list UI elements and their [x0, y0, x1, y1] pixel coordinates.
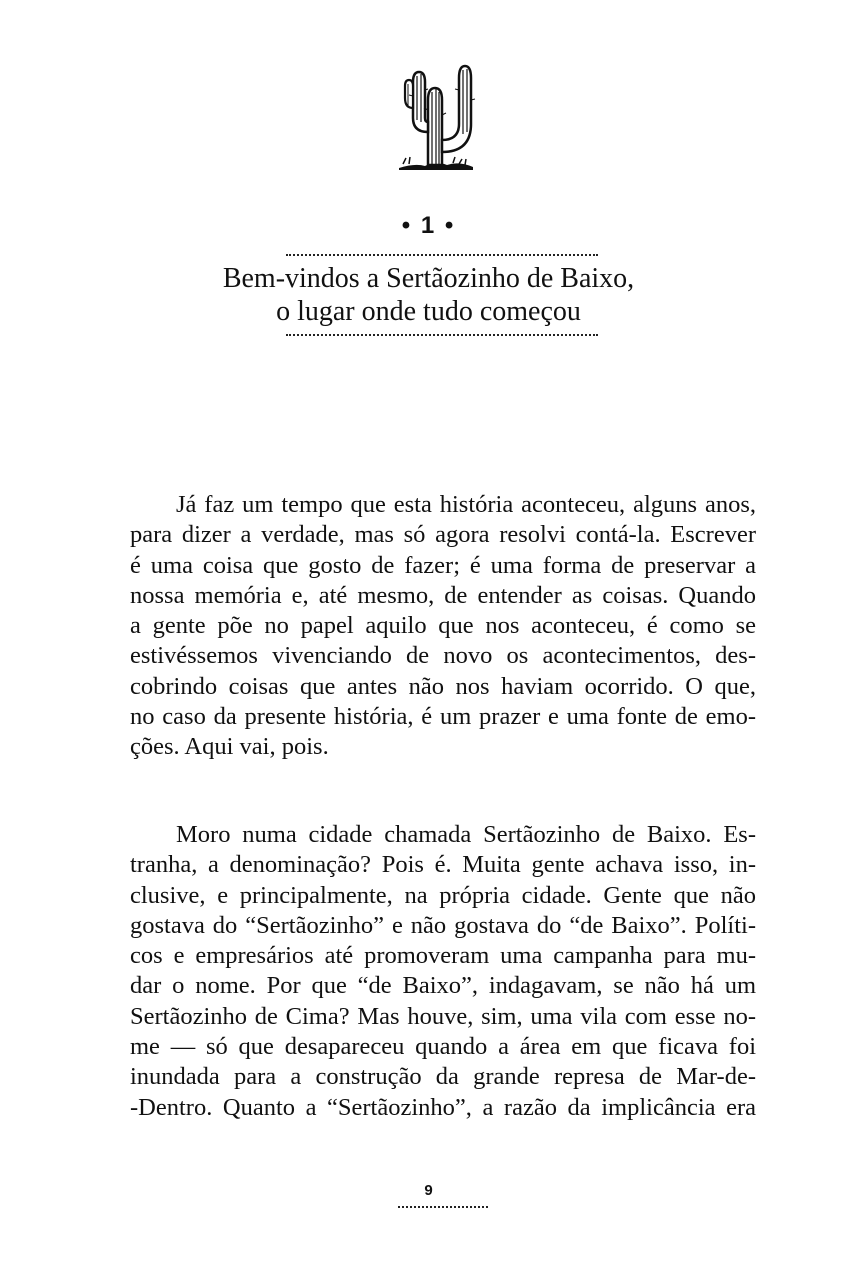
text-line: tranha, a denominação? Pois é. Muita gente achava isso, in-: [130, 851, 756, 879]
text-line: -Dentro. Quanto a “Sertãozinho”, a razão da implicância era: [130, 1093, 756, 1121]
paragraph: [130, 490, 756, 763]
chapter-number: • 1 •: [401, 212, 456, 239]
chapter-title-line: Bem-vindos a Sertãozinho de Baixo,: [222, 263, 635, 294]
text-line: inundada para a construção da grande represa de Mar-de-: [130, 1063, 756, 1091]
chapter-title-line: o lugar onde tudo começou: [276, 296, 581, 327]
text-line: dar o nome. Por que “de Baixo”, indagavam, se não há um: [130, 972, 756, 1000]
text-line: Moro numa cidade chamada Sertãozinho de Baixo. Es-: [176, 821, 756, 848]
text-line: Sertãozinho de Cima? Mas houve, sim, uma vila com esse no-: [130, 1002, 756, 1030]
heading-rule-top: [286, 254, 598, 256]
page-number-rule: [398, 1206, 488, 1208]
text-line: gostava do “Sertãozinho” e não gostava do “de Baixo”. Políti-: [130, 911, 756, 939]
text-line: nossa memória e, até mesmo, de entender as coisas. Quando: [130, 581, 756, 609]
text-line: me — só que desapareceu quando a área em que ficava foi: [130, 1033, 756, 1061]
text-line: cobrindo coisas que antes não nos haviam ocorrido. O que,: [130, 672, 756, 700]
text-line: cos e empresários até promoveram uma campanha para mu-: [130, 942, 756, 970]
text-line: estivéssemos vivenciando de novo os acontecimentos, des-: [130, 642, 756, 670]
text-line: Já faz um tempo que esta história aconteceu, alguns anos,: [176, 491, 756, 518]
text-line: para dizer a verdade, mas só agora resolvi contá-la. Escrever: [130, 521, 756, 549]
heading-rule-bottom: [286, 334, 598, 336]
cactus-icon: [395, 60, 477, 175]
page-number: 9: [424, 1182, 433, 1199]
text-line: a gente põe no papel aquilo que nos aconteceu, é como se: [130, 612, 756, 640]
chapter-title: [0, 262, 857, 328]
text-line: é uma coisa que gosto de fazer; é uma forma de preservar a: [130, 551, 756, 579]
text-line: no caso da presente história, é um prazer e uma fonte de emo-: [130, 703, 756, 731]
text-line: clusive, e principalmente, na própria cidade. Gente que não: [130, 881, 756, 909]
paragraph: [130, 820, 756, 1123]
text-line: ções. Aqui vai, pois.: [130, 733, 329, 761]
